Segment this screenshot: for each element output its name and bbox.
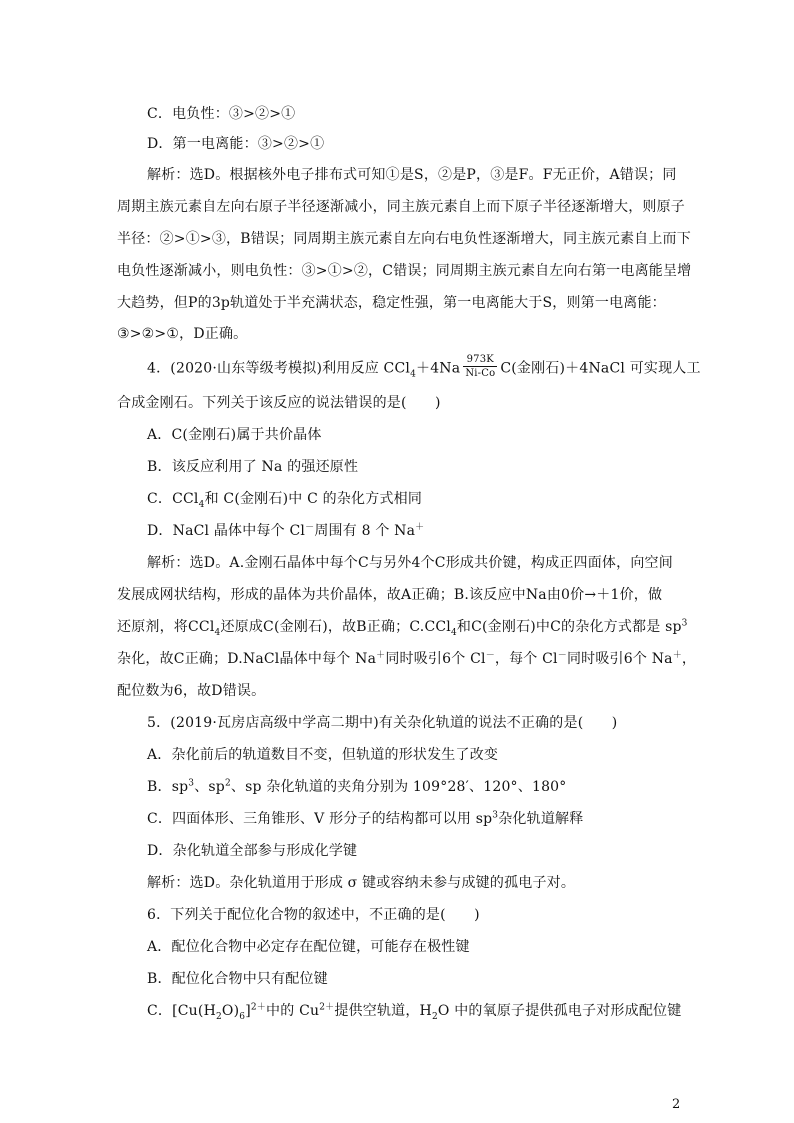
analysis4-line-2: 发展成网状结构，形成的晶体为共价晶体，故A正确；B.该反应中Na由0价→＋1价，做	[117, 587, 663, 603]
q5-stem: 5．(2019·瓦房店高级中学高二期中)有关杂化轨道的说法不正确的是( )	[147, 715, 618, 731]
q5-option-d: D．杂化轨道全部参与形成化学键	[147, 843, 358, 859]
analysis3-line-2: 周期主族元素自左向右原子半径逐渐减小，同主族元素自上而下原子半径逐渐增大，则原子	[117, 199, 685, 215]
analysis3-line-6: ③>②>①，D正确。	[117, 326, 248, 342]
q5-option-c: C．四面体形、三角锥形、V 形分子的结构都可以用 $sp^3$杂化轨道解释	[147, 810, 584, 827]
q6-option-b: B．配位化合物中只有配位键	[147, 971, 328, 987]
analysis3-line-3: 半径：②>①>③，B错误；同周期主族元素自左向右电负性逐渐增大，同主族元素自上而下	[117, 231, 691, 247]
option-d-prev: D．第一电离能：③>②>①	[147, 136, 325, 152]
q5-analysis: 解析：选D。杂化轨道用于形成 σ 键或容纳未参与成键的孤电子对。	[147, 875, 576, 891]
analysis4-line-3: 还原剂，将CCl$_4$还原成C(金刚石)，故B正确；C.CCl$_4$和C(金刚石)中C的杂化方式都是 $sp^3$	[117, 618, 688, 638]
analysis4-line-4: 杂化，故C正确；D.NaCl晶体中每个 Na＋同时吸引6个 Cl－，每个 Cl－同时吸引6个 Na＋，	[117, 650, 697, 667]
analysis3-line-5: 大趋势，但P的3p轨道处于半充满状态，稳定性强，第一电离能大于S，则第一电离能：	[117, 295, 666, 311]
q4-stem-line-1: 4．(2020·山东等级考模拟)利用反应 CCl$_4$＋4Na $\frac{973K}{Ni-Co}$ C(金刚石)＋4NaCl 可实现人工	[147, 354, 701, 380]
analysis4-line-5: 配位数为6，故D错误。	[117, 683, 266, 699]
q6-option-c: C．$[Cu(H_2O)_6]^{2+}$中的 $Cu^{2+}$提供空轨道，$H_2O$ 中的氧原子提供孤电子对形成配位键	[147, 1002, 682, 1022]
q6-option-a: A．配位化合物中必定存在配位键，可能存在极性键	[147, 939, 470, 955]
reaction-condition: $\frac{973K}{Ni-Co}$	[465, 354, 496, 379]
q4-option-c: C．CCl$_4$和 C(金刚石)中 C 的杂化方式相同	[147, 491, 423, 510]
analysis3-line-4: 电负性逐渐减小，则电负性：③>①>②，C错误；同周期主族元素自左向右第一电离能呈增	[117, 263, 692, 279]
q5-option-b: B．$sp^3$、$sp^2$、sp 杂化轨道的夹角分别为 109°28′、120°、180°	[147, 778, 567, 795]
q4-stem-line-2: 合成金刚石。下列关于该反应的说法错误的是( )	[117, 395, 441, 411]
q4-option-d: D．NaCl 晶体中每个 Cl－周围有 8 个 Na＋	[147, 522, 425, 539]
analysis3-line-1: 解析：选D。根据核外电子排布式可知①是S，②是P，③是F。F无正价，A错误；同	[147, 167, 677, 183]
page-number: 2	[672, 1097, 681, 1112]
q4-option-a: A．C(金刚石)属于共价晶体	[147, 427, 322, 443]
analysis4-line-1: 解析：选D。A.金刚石晶体中每个C与另外4个C形成共价键，构成正四面体，向空间	[147, 555, 673, 571]
option-c-prev: C．电负性：③>②>①	[147, 106, 296, 122]
q4-option-b: B．该反应利用了 Na 的强还原性	[147, 459, 359, 475]
q5-option-a: A．杂化前后的轨道数目不变，但轨道的形状发生了改变	[147, 747, 499, 763]
q6-stem: 6．下列关于配位化合物的叙述中，不正确的是( )	[147, 907, 480, 923]
